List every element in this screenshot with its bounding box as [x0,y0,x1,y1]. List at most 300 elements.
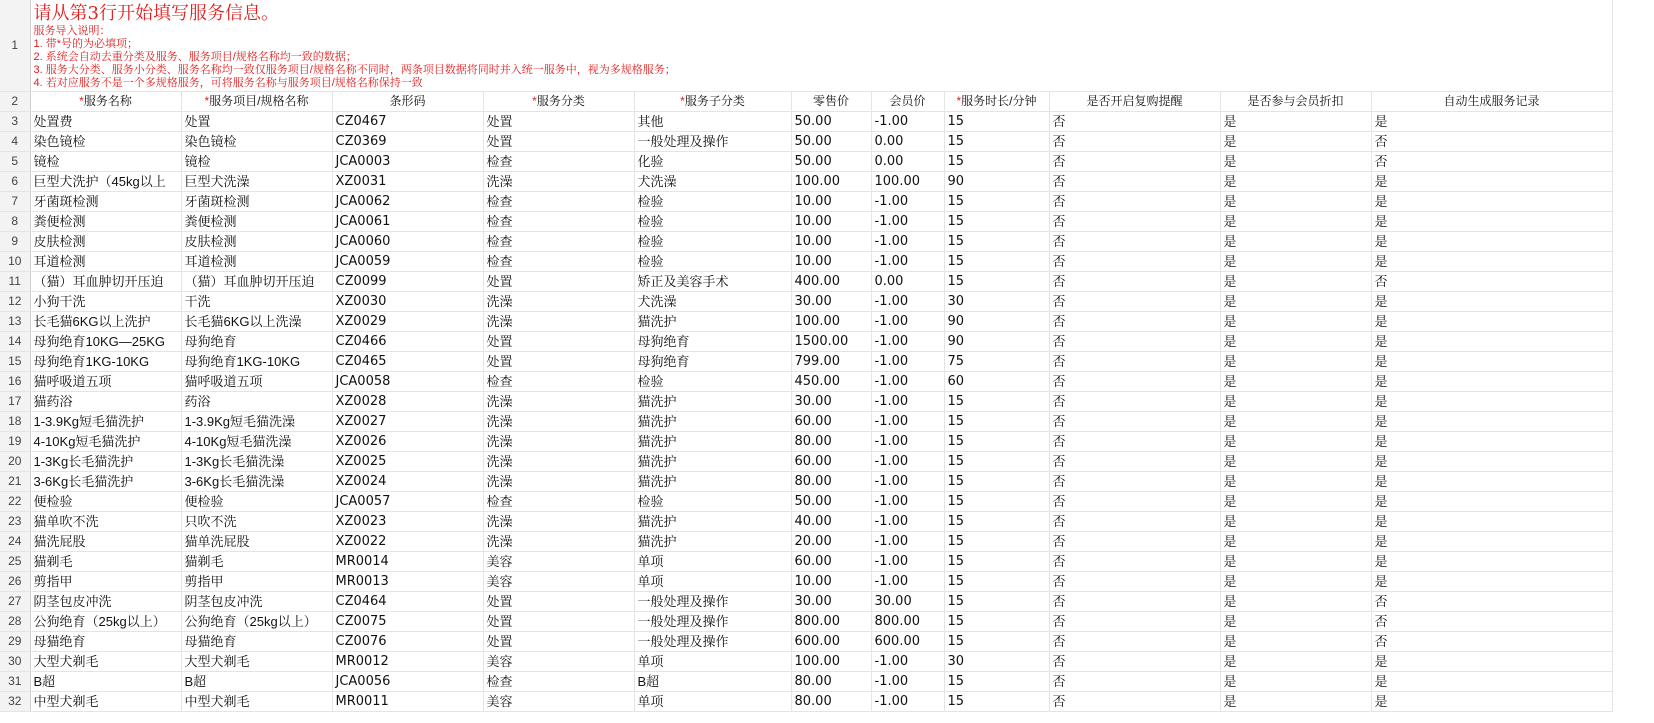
table-cell[interactable]: 否 [1049,572,1220,592]
table-cell[interactable]: CZ0465 [332,352,483,372]
table-cell[interactable]: 0.00 [871,132,944,152]
table-cell[interactable]: 是 [1220,692,1371,712]
table-cell[interactable]: 牙菌斑检测 [30,192,181,212]
column-header-cell[interactable] [332,92,483,112]
table-cell[interactable]: 15 [944,152,1049,172]
table-cell[interactable]: 处置 [483,332,634,352]
table-cell[interactable]: 长毛猫6KG以上洗澡 [181,312,332,332]
table-cell[interactable]: 30.00 [791,292,871,312]
table-cell[interactable]: 否 [1049,132,1220,152]
table-cell[interactable]: 洗澡 [483,412,634,432]
table-cell[interactable]: 检验 [634,232,791,252]
table-cell[interactable]: 是 [1220,172,1371,192]
table-cell[interactable]: 洗澡 [483,172,634,192]
table-cell[interactable]: 是 [1220,132,1371,152]
table-cell[interactable]: 镜检 [30,152,181,172]
table-cell[interactable]: 中型犬剃毛 [30,692,181,712]
table-cell[interactable]: 否 [1049,152,1220,172]
table-cell[interactable]: 猫洗护 [634,532,791,552]
table-cell[interactable]: 化验 [634,152,791,172]
table-cell[interactable]: 否 [1049,592,1220,612]
table-cell[interactable]: 猫剃毛 [181,552,332,572]
table-cell[interactable]: 15 [944,672,1049,692]
table-cell[interactable]: XZ0022 [332,532,483,552]
table-cell[interactable]: 猫药浴 [30,392,181,412]
table-cell[interactable]: 是 [1220,312,1371,332]
table-cell[interactable]: 15 [944,472,1049,492]
table-cell[interactable]: JCA0058 [332,372,483,392]
row-header[interactable]: 30 [0,652,30,672]
row-header[interactable]: 29 [0,632,30,652]
table-cell[interactable]: 单项 [634,692,791,712]
table-cell[interactable]: 单项 [634,552,791,572]
table-cell[interactable]: 染色镜检 [30,132,181,152]
table-cell[interactable]: 长毛猫6KG以上洗护 [30,312,181,332]
table-cell[interactable]: XZ0031 [332,172,483,192]
table-cell[interactable]: 15 [944,432,1049,452]
table-cell[interactable]: 皮肤检测 [181,232,332,252]
table-cell[interactable]: 否 [1049,332,1220,352]
table-cell[interactable]: 处置 [483,132,634,152]
table-cell[interactable]: 是 [1371,212,1612,232]
table-cell[interactable]: 母狗绝育1KG-10KG [30,352,181,372]
table-cell[interactable]: 是 [1220,432,1371,452]
row-header[interactable]: 32 [0,692,30,712]
table-cell[interactable]: 母猫绝育 [30,632,181,652]
table-cell[interactable]: CZ0467 [332,112,483,132]
column-header-cell[interactable] [1220,92,1371,112]
table-cell[interactable]: 一般处理及操作 [634,132,791,152]
table-cell[interactable]: MR0012 [332,652,483,672]
table-cell[interactable]: 母狗绝育1KG-10KG [181,352,332,372]
table-cell[interactable]: 检查 [483,192,634,212]
table-cell[interactable]: 是 [1371,172,1612,192]
table-cell[interactable]: 否 [1049,392,1220,412]
table-cell[interactable]: 是 [1220,472,1371,492]
table-cell[interactable]: 15 [944,212,1049,232]
table-cell[interactable]: 单项 [634,572,791,592]
table-cell[interactable]: CZ0076 [332,632,483,652]
table-cell[interactable]: CZ0464 [332,592,483,612]
row-header[interactable]: 11 [0,272,30,292]
table-cell[interactable]: 洗澡 [483,432,634,452]
table-cell[interactable]: 15 [944,252,1049,272]
table-cell[interactable]: 1-3.9Kg短毛猫洗澡 [181,412,332,432]
table-cell[interactable]: 处置 [483,272,634,292]
table-cell[interactable]: CZ0099 [332,272,483,292]
table-cell[interactable]: -1.00 [871,332,944,352]
row-header[interactable]: 26 [0,572,30,592]
table-cell[interactable]: B超 [634,672,791,692]
table-cell[interactable]: -1.00 [871,652,944,672]
table-cell[interactable]: 400.00 [791,272,871,292]
column-header-cell[interactable] [791,92,871,112]
table-cell[interactable]: XZ0030 [332,292,483,312]
table-cell[interactable]: 是 [1371,352,1612,372]
table-cell[interactable]: 是 [1220,192,1371,212]
table-cell[interactable]: 100.00 [791,312,871,332]
table-cell[interactable]: 洗澡 [483,312,634,332]
table-cell[interactable]: 是 [1220,512,1371,532]
table-cell[interactable]: JCA0003 [332,152,483,172]
table-cell[interactable]: 75 [944,352,1049,372]
row-header[interactable]: 9 [0,232,30,252]
table-cell[interactable]: 是 [1371,572,1612,592]
table-cell[interactable]: 公狗绝育（25kg以上） [30,612,181,632]
table-cell[interactable]: 洗澡 [483,292,634,312]
column-header-cell[interactable] [181,92,332,112]
table-cell[interactable]: 否 [1049,492,1220,512]
table-cell[interactable]: 母狗绝育10KG—25KG [30,332,181,352]
table-cell[interactable]: 80.00 [791,692,871,712]
table-cell[interactable]: 检查 [483,492,634,512]
row-header[interactable]: 3 [0,112,30,132]
table-cell[interactable]: 否 [1049,192,1220,212]
table-cell[interactable]: 猫洗护 [634,452,791,472]
table-cell[interactable]: 否 [1049,452,1220,472]
table-cell[interactable]: 是 [1371,112,1612,132]
table-cell[interactable]: 母狗绝育 [181,332,332,352]
table-cell[interactable]: 是 [1371,332,1612,352]
table-cell[interactable]: 药浴 [181,392,332,412]
table-cell[interactable]: 是 [1220,112,1371,132]
table-cell[interactable]: 是 [1220,572,1371,592]
table-cell[interactable]: 阴茎包皮冲洗 [30,592,181,612]
table-cell[interactable]: 猫剃毛 [30,552,181,572]
table-cell[interactable]: 0.00 [871,152,944,172]
table-cell[interactable]: 是 [1220,332,1371,352]
table-cell[interactable]: -1.00 [871,432,944,452]
table-cell[interactable]: 100.00 [791,172,871,192]
table-cell[interactable]: 60.00 [791,412,871,432]
row-header[interactable]: 14 [0,332,30,352]
table-cell[interactable]: 小狗干洗 [30,292,181,312]
table-cell[interactable]: JCA0057 [332,492,483,512]
row-header[interactable]: 31 [0,672,30,692]
table-cell[interactable]: 猫洗屁股 [30,532,181,552]
table-cell[interactable]: 是 [1371,652,1612,672]
table-cell[interactable]: 是 [1220,272,1371,292]
table-cell[interactable]: 美容 [483,652,634,672]
table-cell[interactable]: 90 [944,312,1049,332]
table-cell[interactable]: 否 [1049,252,1220,272]
table-cell[interactable]: 是 [1220,492,1371,512]
table-cell[interactable]: 15 [944,692,1049,712]
row-header[interactable]: 7 [0,192,30,212]
table-cell[interactable]: 洗澡 [483,392,634,412]
table-cell[interactable]: 美容 [483,552,634,572]
table-cell[interactable]: 是 [1220,232,1371,252]
table-cell[interactable]: 是 [1371,372,1612,392]
table-cell[interactable]: 检验 [634,372,791,392]
table-cell[interactable]: 大型犬剃毛 [181,652,332,672]
table-cell[interactable]: 80.00 [791,472,871,492]
column-header-cell[interactable] [634,92,791,112]
table-cell[interactable]: 皮肤检测 [30,232,181,252]
table-cell[interactable]: 450.00 [791,372,871,392]
table-cell[interactable]: （猫）耳血肿切开压迫 [30,272,181,292]
table-cell[interactable]: 60.00 [791,552,871,572]
table-cell[interactable]: 是 [1220,412,1371,432]
table-cell[interactable]: 母狗绝育 [634,352,791,372]
table-cell[interactable]: MR0013 [332,572,483,592]
table-cell[interactable]: 是 [1371,292,1612,312]
table-cell[interactable]: -1.00 [871,192,944,212]
table-cell[interactable]: 15 [944,612,1049,632]
column-header-cell[interactable] [944,92,1049,112]
table-cell[interactable]: 否 [1371,612,1612,632]
table-cell[interactable]: 15 [944,492,1049,512]
row-header[interactable]: 5 [0,152,30,172]
table-cell[interactable]: CZ0369 [332,132,483,152]
table-cell[interactable]: 是 [1220,612,1371,632]
table-cell[interactable]: 是 [1220,452,1371,472]
table-cell[interactable]: 15 [944,392,1049,412]
table-cell[interactable]: -1.00 [871,572,944,592]
table-cell[interactable]: -1.00 [871,352,944,372]
table-cell[interactable]: 粪便检测 [30,212,181,232]
table-cell[interactable]: 猫呼吸道五项 [30,372,181,392]
table-cell[interactable]: 检查 [483,372,634,392]
table-cell[interactable]: MR0011 [332,692,483,712]
table-cell[interactable]: 是 [1220,352,1371,372]
table-cell[interactable]: CZ0075 [332,612,483,632]
table-cell[interactable]: 是 [1371,472,1612,492]
table-cell[interactable]: XZ0025 [332,452,483,472]
table-cell[interactable]: 单项 [634,652,791,672]
table-cell[interactable]: 检验 [634,492,791,512]
row-header[interactable]: 2 [0,92,30,112]
table-cell[interactable]: 600.00 [791,632,871,652]
table-cell[interactable]: CZ0466 [332,332,483,352]
table-cell[interactable]: -1.00 [871,372,944,392]
table-cell[interactable]: 是 [1220,212,1371,232]
table-cell[interactable]: 处置 [483,112,634,132]
table-cell[interactable]: 是 [1371,512,1612,532]
table-cell[interactable]: 耳道检测 [181,252,332,272]
table-cell[interactable]: 是 [1220,652,1371,672]
table-cell[interactable]: 阴茎包皮冲洗 [181,592,332,612]
table-cell[interactable]: 猫单吹不洗 [30,512,181,532]
table-cell[interactable]: 是 [1220,672,1371,692]
table-cell[interactable]: -1.00 [871,532,944,552]
table-cell[interactable]: 否 [1371,272,1612,292]
table-cell[interactable]: 20.00 [791,532,871,552]
table-cell[interactable]: 是 [1371,392,1612,412]
table-cell[interactable]: 15 [944,132,1049,152]
table-cell[interactable]: 10.00 [791,252,871,272]
table-cell[interactable]: JCA0059 [332,252,483,272]
table-cell[interactable]: 犬洗澡 [634,292,791,312]
table-cell[interactable]: 犬洗澡 [634,172,791,192]
table-cell[interactable]: 猫洗护 [634,432,791,452]
table-cell[interactable]: 美容 [483,572,634,592]
row-header[interactable]: 27 [0,592,30,612]
table-cell[interactable]: JCA0062 [332,192,483,212]
table-cell[interactable]: 15 [944,552,1049,572]
table-cell[interactable]: -1.00 [871,672,944,692]
table-cell[interactable]: 15 [944,412,1049,432]
table-cell[interactable]: -1.00 [871,692,944,712]
table-cell[interactable]: 牙菌斑检测 [181,192,332,212]
table-cell[interactable]: 90 [944,172,1049,192]
table-cell[interactable]: XZ0029 [332,312,483,332]
table-cell[interactable]: 粪便检测 [181,212,332,232]
table-cell[interactable]: 巨型犬洗护（45kg以上 [30,172,181,192]
table-cell[interactable]: 否 [1049,272,1220,292]
table-cell[interactable]: 染色镜检 [181,132,332,152]
table-cell[interactable]: -1.00 [871,472,944,492]
table-cell[interactable]: 猫呼吸道五项 [181,372,332,392]
table-cell[interactable]: 其他 [634,112,791,132]
table-cell[interactable]: 检查 [483,212,634,232]
row-header[interactable]: 8 [0,212,30,232]
column-header-cell[interactable] [483,92,634,112]
table-cell[interactable]: 100.00 [791,652,871,672]
table-cell[interactable]: 是 [1371,532,1612,552]
table-cell[interactable]: 巨型犬洗澡 [181,172,332,192]
column-header-cell[interactable] [1371,92,1612,112]
table-cell[interactable]: 60 [944,372,1049,392]
table-cell[interactable]: 处置费 [30,112,181,132]
table-cell[interactable]: 猫洗护 [634,472,791,492]
row-header[interactable]: 13 [0,312,30,332]
table-cell[interactable]: 剪指甲 [181,572,332,592]
row-header[interactable]: 16 [0,372,30,392]
table-cell[interactable]: 猫洗护 [634,392,791,412]
row-header[interactable]: 25 [0,552,30,572]
table-cell[interactable]: 否 [1049,672,1220,692]
table-cell[interactable]: 是 [1371,672,1612,692]
table-cell[interactable]: 600.00 [871,632,944,652]
table-cell[interactable]: 矫正及美容手术 [634,272,791,292]
table-cell[interactable]: 检查 [483,672,634,692]
table-cell[interactable]: 否 [1049,312,1220,332]
table-cell[interactable]: 否 [1049,552,1220,572]
table-cell[interactable]: 1-3Kg长毛猫洗澡 [181,452,332,472]
table-cell[interactable]: 15 [944,452,1049,472]
table-cell[interactable]: 否 [1049,612,1220,632]
table-cell[interactable]: 大型犬剃毛 [30,652,181,672]
row-header[interactable]: 20 [0,452,30,472]
table-cell[interactable]: B超 [30,672,181,692]
table-cell[interactable]: 否 [1371,632,1612,652]
table-cell[interactable]: JCA0056 [332,672,483,692]
table-cell[interactable]: 是 [1220,592,1371,612]
table-cell[interactable]: 检查 [483,152,634,172]
row-header[interactable]: 22 [0,492,30,512]
table-cell[interactable]: 是 [1220,392,1371,412]
table-cell[interactable]: 800.00 [791,612,871,632]
table-cell[interactable]: 3-6Kg长毛猫洗护 [30,472,181,492]
table-cell[interactable]: 是 [1371,432,1612,452]
table-cell[interactable]: -1.00 [871,112,944,132]
table-cell[interactable]: 15 [944,192,1049,212]
table-cell[interactable]: -1.00 [871,292,944,312]
table-cell[interactable]: -1.00 [871,552,944,572]
table-cell[interactable]: 10.00 [791,212,871,232]
table-cell[interactable]: 50.00 [791,132,871,152]
table-cell[interactable]: 否 [1049,352,1220,372]
table-cell[interactable]: 猫单洗屁股 [181,532,332,552]
table-cell[interactable]: 15 [944,512,1049,532]
table-cell[interactable]: 50.00 [791,492,871,512]
table-cell[interactable]: 洗澡 [483,532,634,552]
row-header[interactable]: 23 [0,512,30,532]
table-cell[interactable]: 是 [1371,552,1612,572]
table-cell[interactable]: 检查 [483,252,634,272]
table-cell[interactable]: 30.00 [791,392,871,412]
row-header[interactable]: 28 [0,612,30,632]
table-cell[interactable]: XZ0023 [332,512,483,532]
table-cell[interactable]: 否 [1049,372,1220,392]
table-cell[interactable]: 是 [1220,152,1371,172]
table-cell[interactable]: 猫洗护 [634,312,791,332]
row-header[interactable]: 24 [0,532,30,552]
table-cell[interactable]: 30.00 [871,592,944,612]
row-header[interactable]: 1 [0,0,30,92]
table-cell[interactable]: 800.00 [871,612,944,632]
row-header[interactable]: 18 [0,412,30,432]
table-cell[interactable]: 母狗绝育 [634,332,791,352]
table-cell[interactable]: B超 [181,672,332,692]
table-cell[interactable]: 是 [1220,532,1371,552]
table-cell[interactable]: 是 [1371,252,1612,272]
table-cell[interactable]: 剪指甲 [30,572,181,592]
table-cell[interactable]: 猫洗护 [634,512,791,532]
table-cell[interactable]: 否 [1049,512,1220,532]
table-cell[interactable]: 否 [1049,112,1220,132]
table-cell[interactable]: 是 [1371,692,1612,712]
table-cell[interactable]: 100.00 [871,172,944,192]
table-cell[interactable]: （猫）耳血肿切开压迫 [181,272,332,292]
table-cell[interactable]: 50.00 [791,112,871,132]
table-cell[interactable]: 公狗绝育（25kg以上） [181,612,332,632]
table-cell[interactable]: XZ0027 [332,412,483,432]
table-cell[interactable]: 是 [1371,452,1612,472]
table-cell[interactable]: 中型犬剃毛 [181,692,332,712]
table-cell[interactable]: 3-6Kg长毛猫洗澡 [181,472,332,492]
table-cell[interactable]: 0.00 [871,272,944,292]
table-cell[interactable]: 否 [1371,152,1612,172]
table-cell[interactable]: XZ0028 [332,392,483,412]
table-cell[interactable]: 是 [1220,372,1371,392]
table-cell[interactable]: 否 [1049,472,1220,492]
table-cell[interactable]: 90 [944,332,1049,352]
table-cell[interactable]: XZ0024 [332,472,483,492]
table-cell[interactable]: -1.00 [871,392,944,412]
row-header[interactable]: 15 [0,352,30,372]
row-header[interactable]: 17 [0,392,30,412]
row-header[interactable]: 19 [0,432,30,452]
table-cell[interactable]: 4-10Kg短毛猫洗护 [30,432,181,452]
table-cell[interactable]: 猫洗护 [634,412,791,432]
table-cell[interactable]: 60.00 [791,452,871,472]
table-cell[interactable]: 否 [1049,172,1220,192]
table-cell[interactable]: 处置 [181,112,332,132]
table-cell[interactable]: -1.00 [871,492,944,512]
table-cell[interactable]: 是 [1220,632,1371,652]
table-cell[interactable]: -1.00 [871,252,944,272]
column-header-cell[interactable] [871,92,944,112]
table-cell[interactable]: 是 [1371,192,1612,212]
table-cell[interactable]: 只吹不洗 [181,512,332,532]
table-cell[interactable]: JCA0060 [332,232,483,252]
table-cell[interactable]: 1500.00 [791,332,871,352]
table-cell[interactable]: 30 [944,292,1049,312]
table-cell[interactable]: 10.00 [791,572,871,592]
table-cell[interactable]: 便检验 [30,492,181,512]
